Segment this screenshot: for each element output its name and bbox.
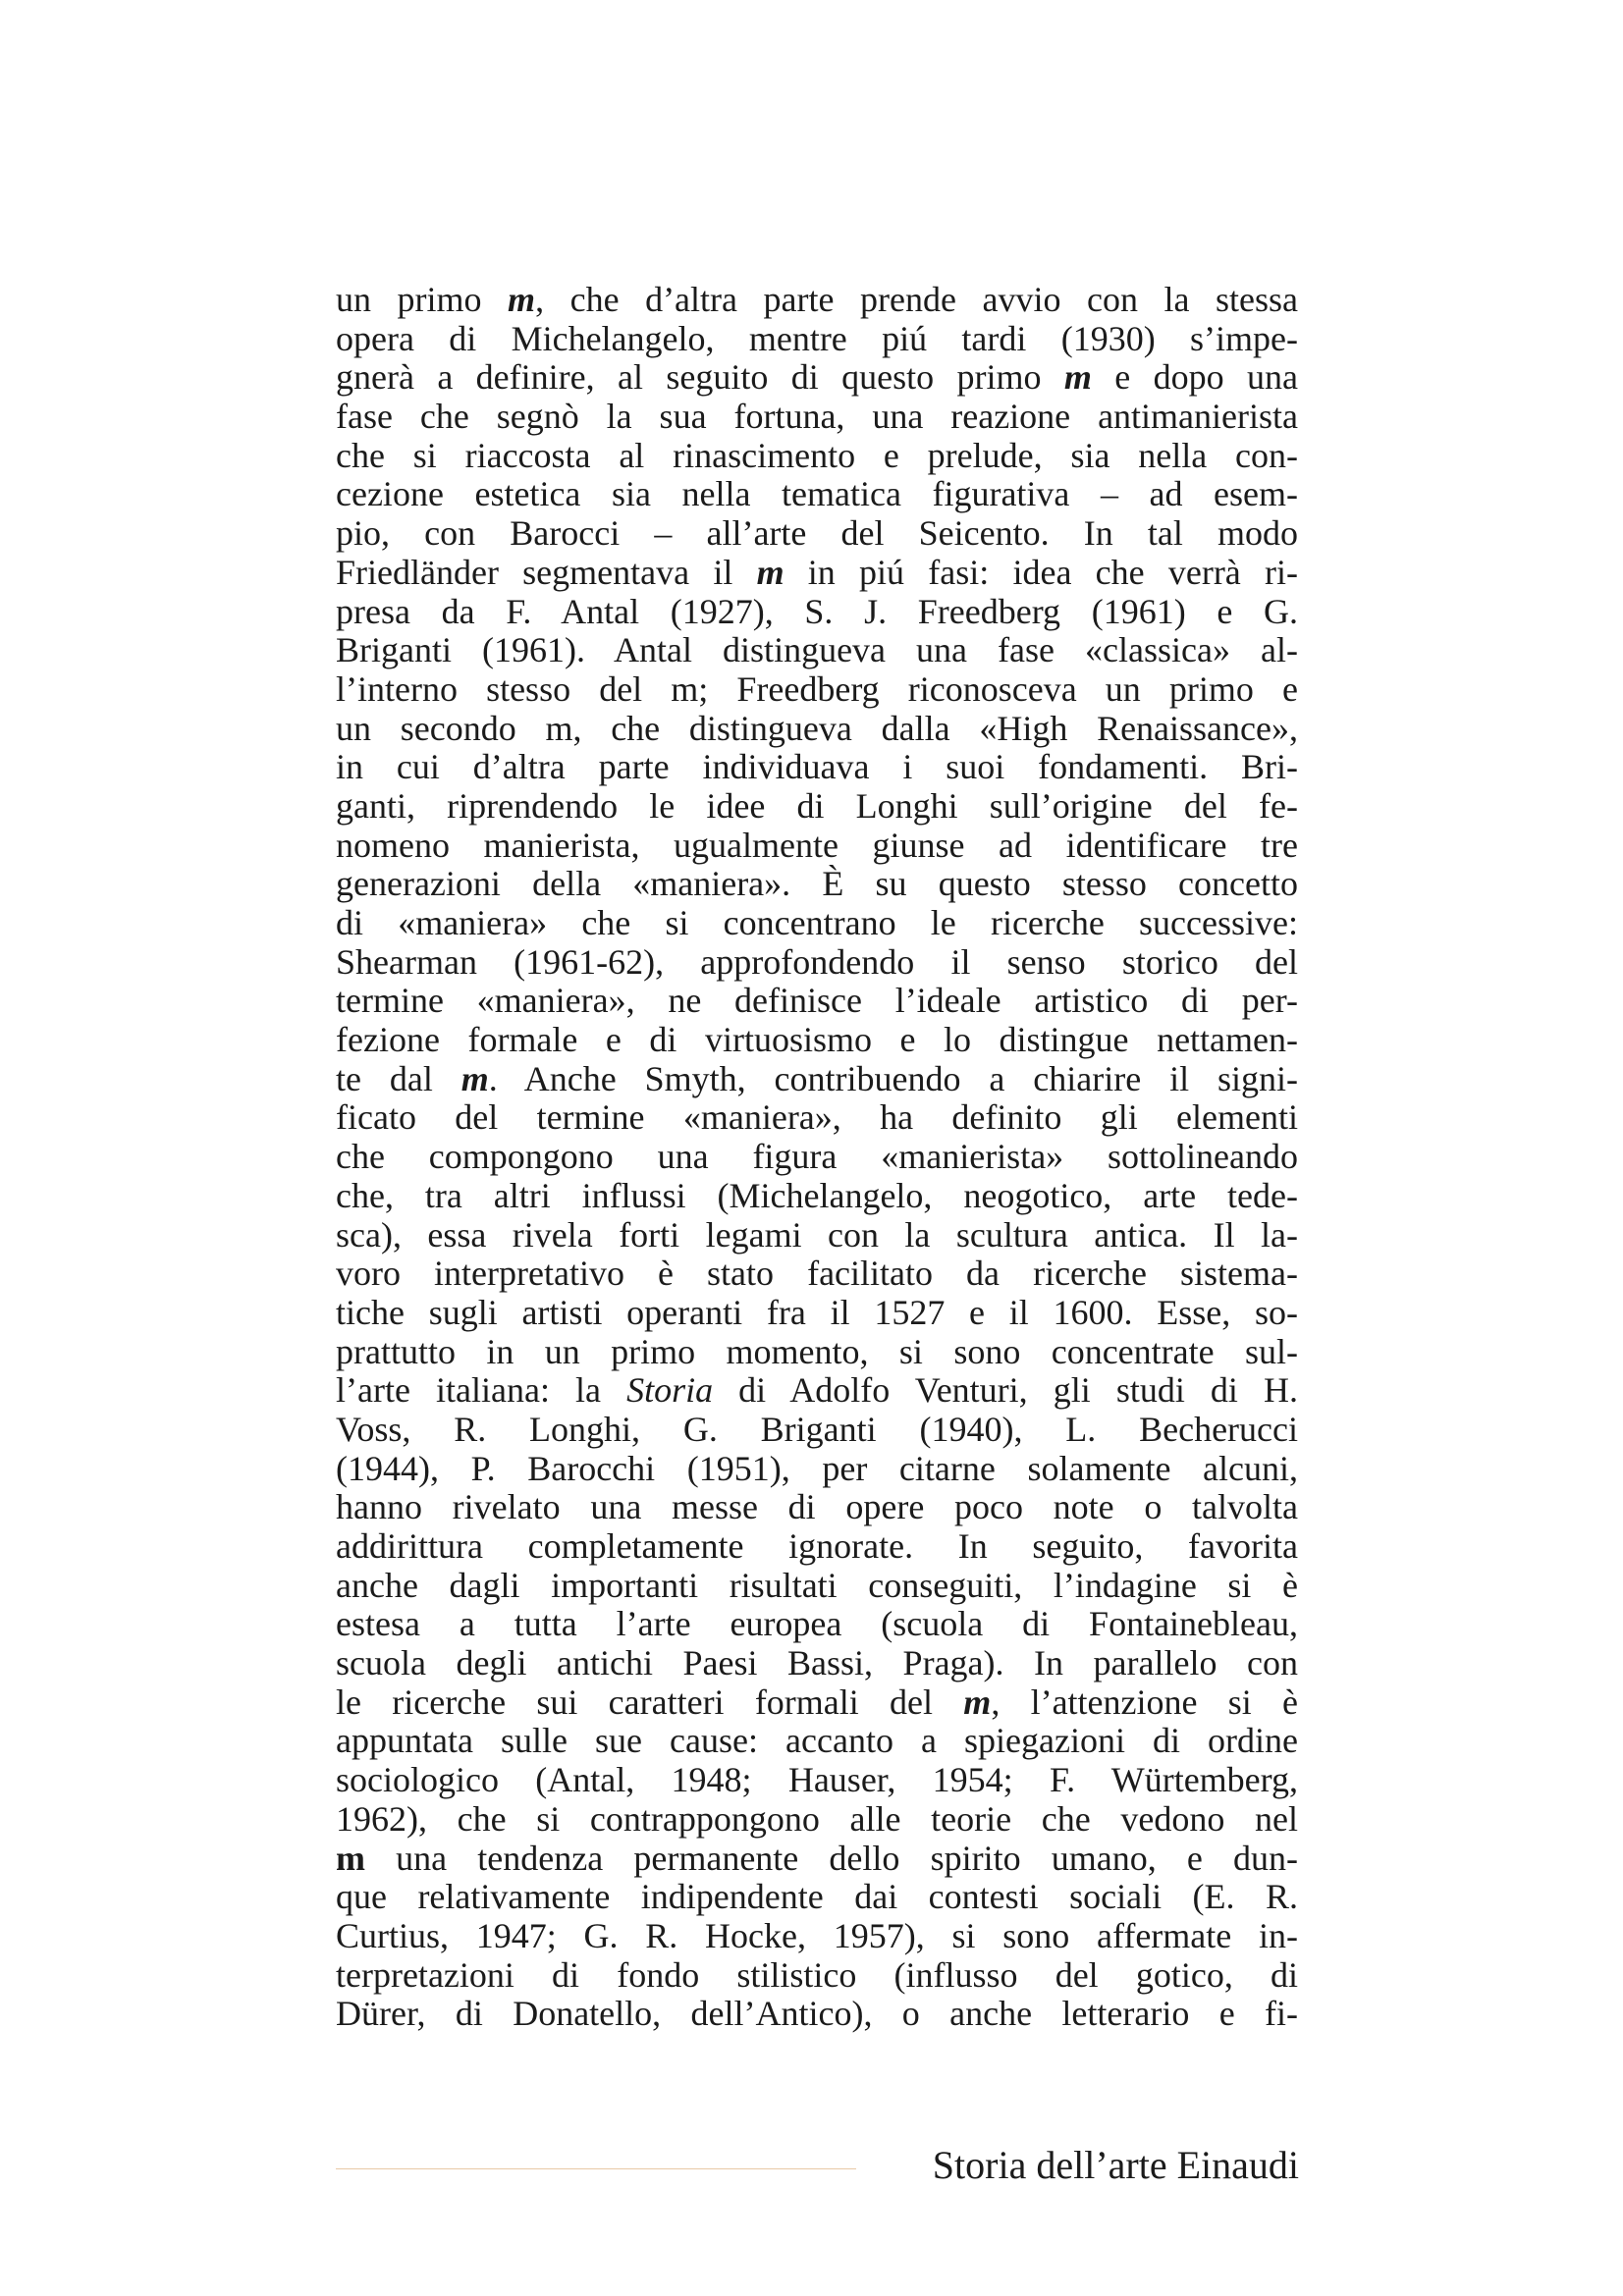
text-line: che si riaccosta al rinascimento e prelude, sia nella con- (336, 435, 1298, 475)
text-line: anche dagli importanti risultati conseguiti, l’indagine si è (336, 1565, 1298, 1605)
text-line: le ricerche sui caratteri formali del m, l’attenzione si è (336, 1682, 1298, 1722)
text-line: l’interno stesso del m; Freedberg riconosceva un primo e (336, 668, 1298, 709)
text-line: generazioni della «maniera». È su questo stesso concetto (336, 864, 1298, 904)
emphasis-m: m (336, 1838, 365, 1878)
text-line: Briganti (1961). Antal distingueva una fase «classica» al- (336, 630, 1298, 670)
text-line: nomeno manierista, ugualmente giunse ad identificare tre (336, 825, 1298, 865)
text-line: sociologico (Antal, 1948; Hauser, 1954; F. Würtemberg, (336, 1760, 1298, 1800)
text-line: un primo m, che d’altra parte prende avvio con la stessa (336, 280, 1298, 319)
emphasis-m: m (508, 280, 536, 319)
text-line: opera di Michelangelo, mentre piú tardi (1930) s’impe- (336, 318, 1298, 358)
text-line: che, tra altri influssi (Michelangelo, neogotico, arte tede- (336, 1175, 1298, 1215)
text-line: estesa a tutta l’arte europea (scuola di Fontainebleau, (336, 1604, 1298, 1644)
text-line: ganti, riprendendo le idee di Longhi sull’origine del fe- (336, 785, 1298, 826)
text-line: fezione formale e di virtuosismo e lo distingue nettamen- (336, 1020, 1298, 1060)
text-line: sca), essa rivela forti legami con la scultura antica. Il la- (336, 1214, 1298, 1255)
text-line: Friedländer segmentava il m in piú fasi: idea che verrà ri- (336, 552, 1298, 592)
emphasis-m: m (1063, 357, 1092, 398)
text-line: hanno rivelato una messe di opere poco note o talvolta (336, 1487, 1298, 1527)
footer-title: Storia dell’arte Einaudi (932, 2143, 1299, 2187)
emphasis-m: m (460, 1058, 489, 1098)
text-line: pio, con Barocci – all’arte del Seicento. In tal modo (336, 513, 1298, 554)
text-line: presa da F. Antal (1927), S. J. Freedberg (1961) e G. (336, 591, 1298, 631)
text-line: Voss, R. Longhi, G. Briganti (1940), L. Becherucci (336, 1409, 1298, 1449)
text-line: tiche sugli artisti operanti fra il 1527 e il 1600. Esse, so- (336, 1292, 1298, 1332)
text-line: voro interpretativo è stato facilitato da ricerche sistema- (336, 1254, 1298, 1294)
text-line: m una tendenza permanente dello spirito umano, e dun- (336, 1838, 1298, 1878)
text-line: scuola degli antichi Paesi Bassi, Praga). In parallelo con (336, 1643, 1298, 1683)
book-title: Storia (626, 1370, 714, 1411)
text-line: di «maniera» che si concentrano le ricerche successive: (336, 903, 1298, 942)
text-line: fase che segnò la sua fortuna, una reazione antimanierista (336, 397, 1298, 437)
text-line: appuntata sulle sue cause: accanto a spiegazioni di ordine (336, 1721, 1298, 1761)
text-line: te dal m. Anche Smyth, contribuendo a chiarire il signi- (336, 1058, 1298, 1098)
text-line: ficato del termine «maniera», ha definito gli elementi (336, 1097, 1298, 1138)
text-line: in cui d’altra parte individuava i suoi fondamenti. Bri- (336, 747, 1298, 787)
text-line: un secondo m, che distingueva dalla «High Renaissance», (336, 708, 1298, 748)
emphasis-m: m (963, 1682, 992, 1722)
text-line: gnerà a definire, al seguito di questo primo m e dopo una (336, 357, 1298, 398)
text-line: que relativamente indipendente dai contesti sociali (E. R. (336, 1877, 1298, 1917)
text-line: che compongono una figura «manierista» sottolineando (336, 1137, 1298, 1177)
text-line: l’arte italiana: la Storia di Adolfo Venturi, gli studi di H. (336, 1370, 1298, 1411)
text-line: Shearman (1961-62), approfondendo il senso storico del (336, 941, 1298, 982)
body-text (336, 281, 1298, 2034)
text-line: prattutto in un primo momento, si sono concentrate sul- (336, 1331, 1298, 1371)
text-line: termine «maniera», ne definisce l’ideale artistico di per- (336, 981, 1298, 1021)
text-line: addirittura completamente ignorate. In seguito, favorita (336, 1526, 1298, 1566)
text-line: Curtius, 1947; G. R. Hocke, 1957), si sono affermate in- (336, 1915, 1298, 1955)
text-line: cezione estetica sia nella tematica figurativa – ad esem- (336, 474, 1298, 514)
text-line: Dürer, di Donatello, dell’Antico), o anche letterario e fi- (336, 1994, 1298, 2034)
text-line: (1944), P. Barocchi (1951), per citarne solamente alcuni, (336, 1448, 1298, 1488)
text-line: terpretazioni di fondo stilistico (influsso del gotico, di (336, 1954, 1298, 1995)
emphasis-m: m (756, 552, 784, 592)
footer-rule (336, 2168, 856, 2169)
text-line: 1962), che si contrappongono alle teorie che vedono nel (336, 1798, 1298, 1839)
